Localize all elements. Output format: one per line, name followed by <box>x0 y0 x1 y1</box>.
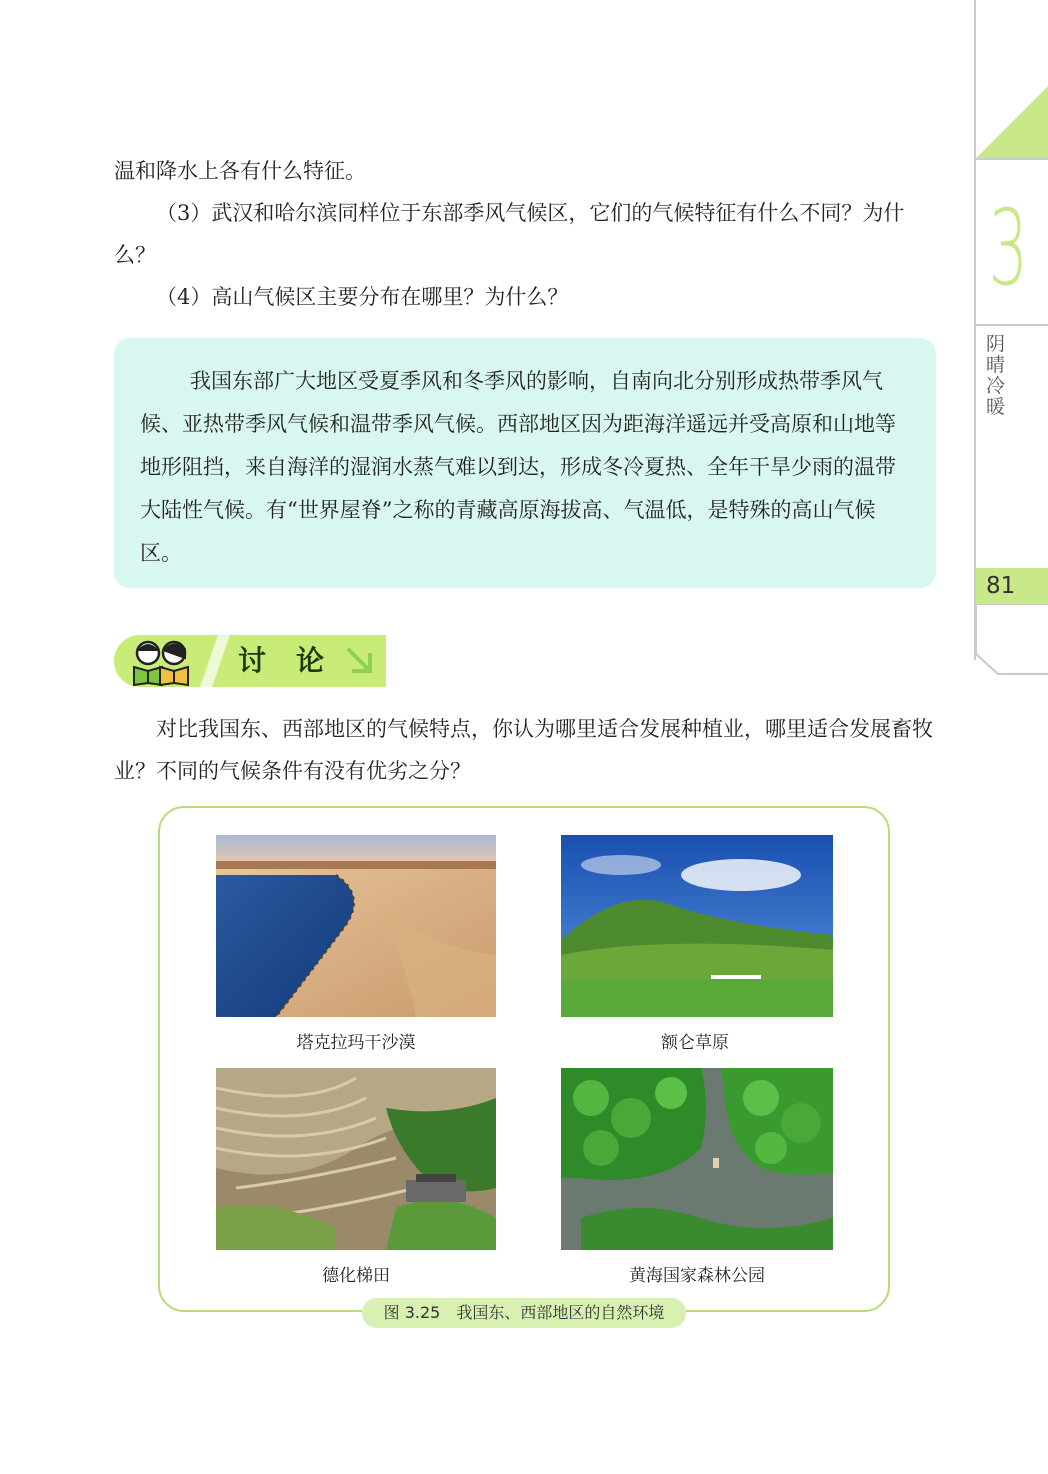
forest-photo <box>561 1068 833 1250</box>
question-3: （3）武汉和哈尔滨同样位于东部季风气候区，它们的气候特征有什么不同？为什么？ <box>114 201 905 267</box>
discussion-text: 对比我国东、西部地区的气候特点，你认为哪里适合发展种植业，哪里适合发展畜牧业？不同的气候条件有没有优劣之分？ <box>114 717 933 783</box>
desert-photo <box>216 835 496 1017</box>
discussion-header <box>114 635 386 687</box>
side-tab-divider <box>976 158 1048 160</box>
grassland-photo <box>561 835 833 1017</box>
chapter-title: 阴晴冷暖 <box>986 333 1006 418</box>
info-box-text: 我国东部广大地区受夏季风和冬季风的影响，自南向北分别形成热带季风气候、亚热带季风气候和温带季风气候。西部地区因为距海洋遥远并受高原和山地等地形阻挡，来自海洋的湿润水蒸气难以到达，形成冬冷夏热、全年干旱少雨的温带大陆性气候。有“世界屋脊”之称的青藏高原海拔高、气温低，是特殊的高山气候区。 <box>140 369 896 565</box>
figure-caption: 图 3.25 我国东、西部地区的自然环境 <box>362 1298 686 1328</box>
photo-caption: 德化梯田 <box>322 1266 390 1286</box>
side-tab-divider <box>976 324 1048 326</box>
arrow-down-right-icon <box>342 643 378 679</box>
photo-caption: 塔克拉玛干沙漠 <box>296 1033 416 1053</box>
terraces-photo <box>216 1068 496 1250</box>
photo-caption: 黄海国家森林公园 <box>629 1266 765 1286</box>
side-tab-corner-decoration <box>976 86 1048 158</box>
side-tab-bottom-edge <box>976 604 1048 676</box>
students-reading-icon <box>122 637 202 687</box>
body-text-line: 温和降水上各有什么特征。 <box>114 159 366 183</box>
photo-caption: 额仑草原 <box>661 1033 729 1053</box>
banner-slash-decoration <box>200 635 230 687</box>
page-number: 81 <box>986 573 1016 599</box>
chapter-number: 3 <box>988 187 1029 309</box>
question-4: （4）高山气候区主要分布在哪里？为什么？ <box>156 285 569 309</box>
discussion-title: 讨论 <box>238 644 355 677</box>
